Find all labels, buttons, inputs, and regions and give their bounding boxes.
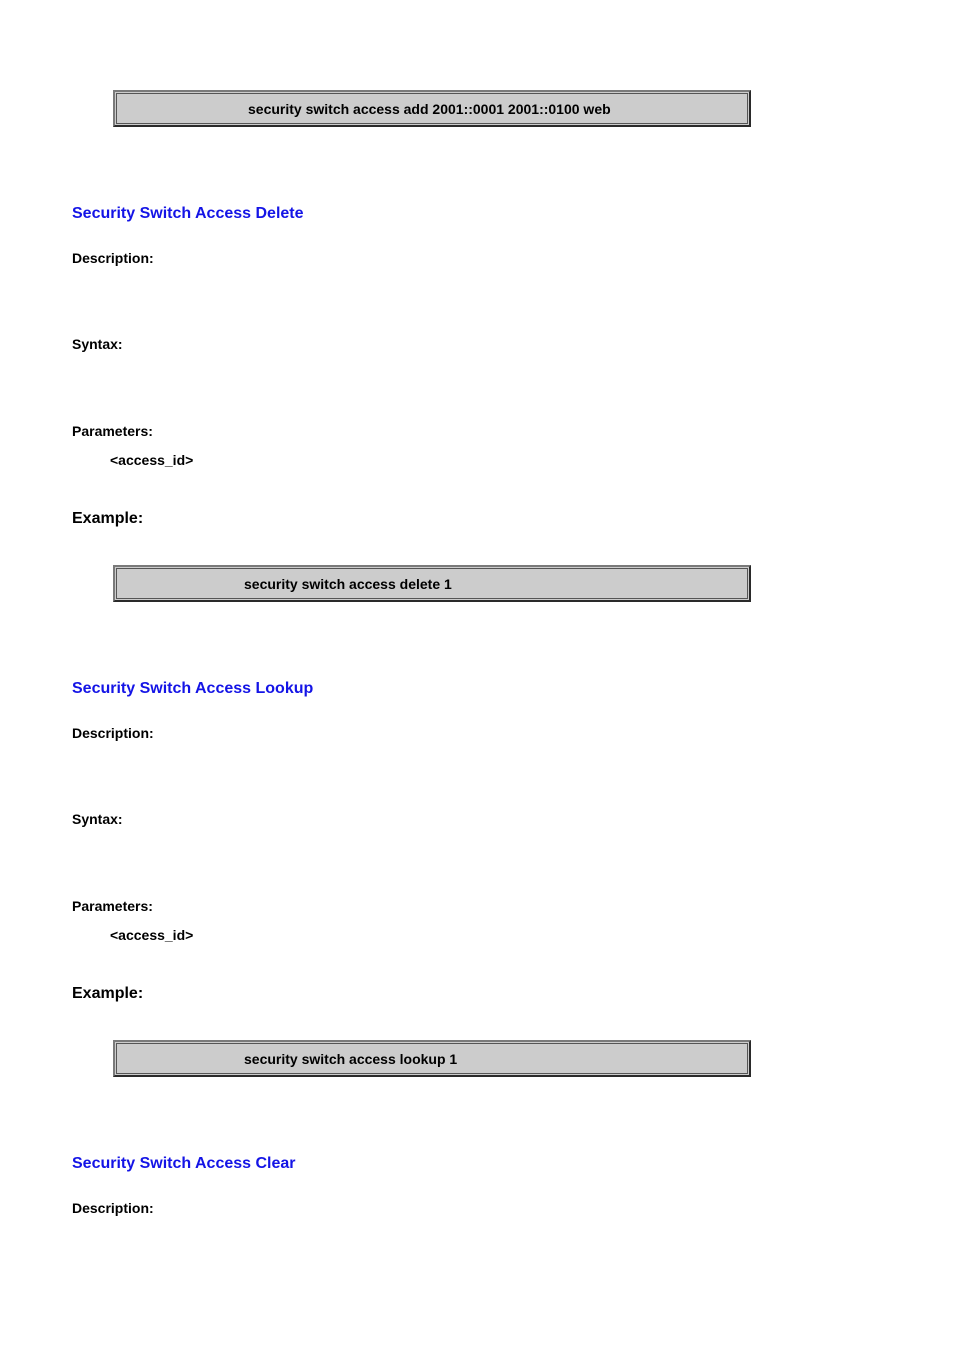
example-code-box (113, 565, 751, 602)
syntax-label: Syntax: (72, 336, 123, 352)
parameters-label: Parameters: (72, 898, 153, 914)
example-command: security switch access add 2001::0001 2001::0100 web (248, 101, 611, 117)
example-code-box (113, 90, 751, 127)
description-label: Description: (72, 725, 154, 741)
section-title-delete: Security Switch Access Delete (72, 205, 304, 222)
parameter-access-id: <access_id> (110, 927, 194, 943)
example-command: security switch access lookup 1 (244, 1051, 458, 1067)
example-command: security switch access delete 1 (244, 576, 452, 592)
section-title-lookup: Security Switch Access Lookup (72, 680, 314, 697)
example-label: Example: (72, 510, 144, 527)
description-label: Description: (72, 250, 154, 266)
syntax-label: Syntax: (72, 811, 123, 827)
example-code-box (113, 1040, 751, 1077)
section-title-clear: Security Switch Access Clear (72, 1155, 296, 1172)
parameter-access-id: <access_id> (110, 452, 194, 468)
example-label: Example: (72, 985, 144, 1002)
description-label: Description: (72, 1200, 154, 1216)
parameters-label: Parameters: (72, 423, 153, 439)
